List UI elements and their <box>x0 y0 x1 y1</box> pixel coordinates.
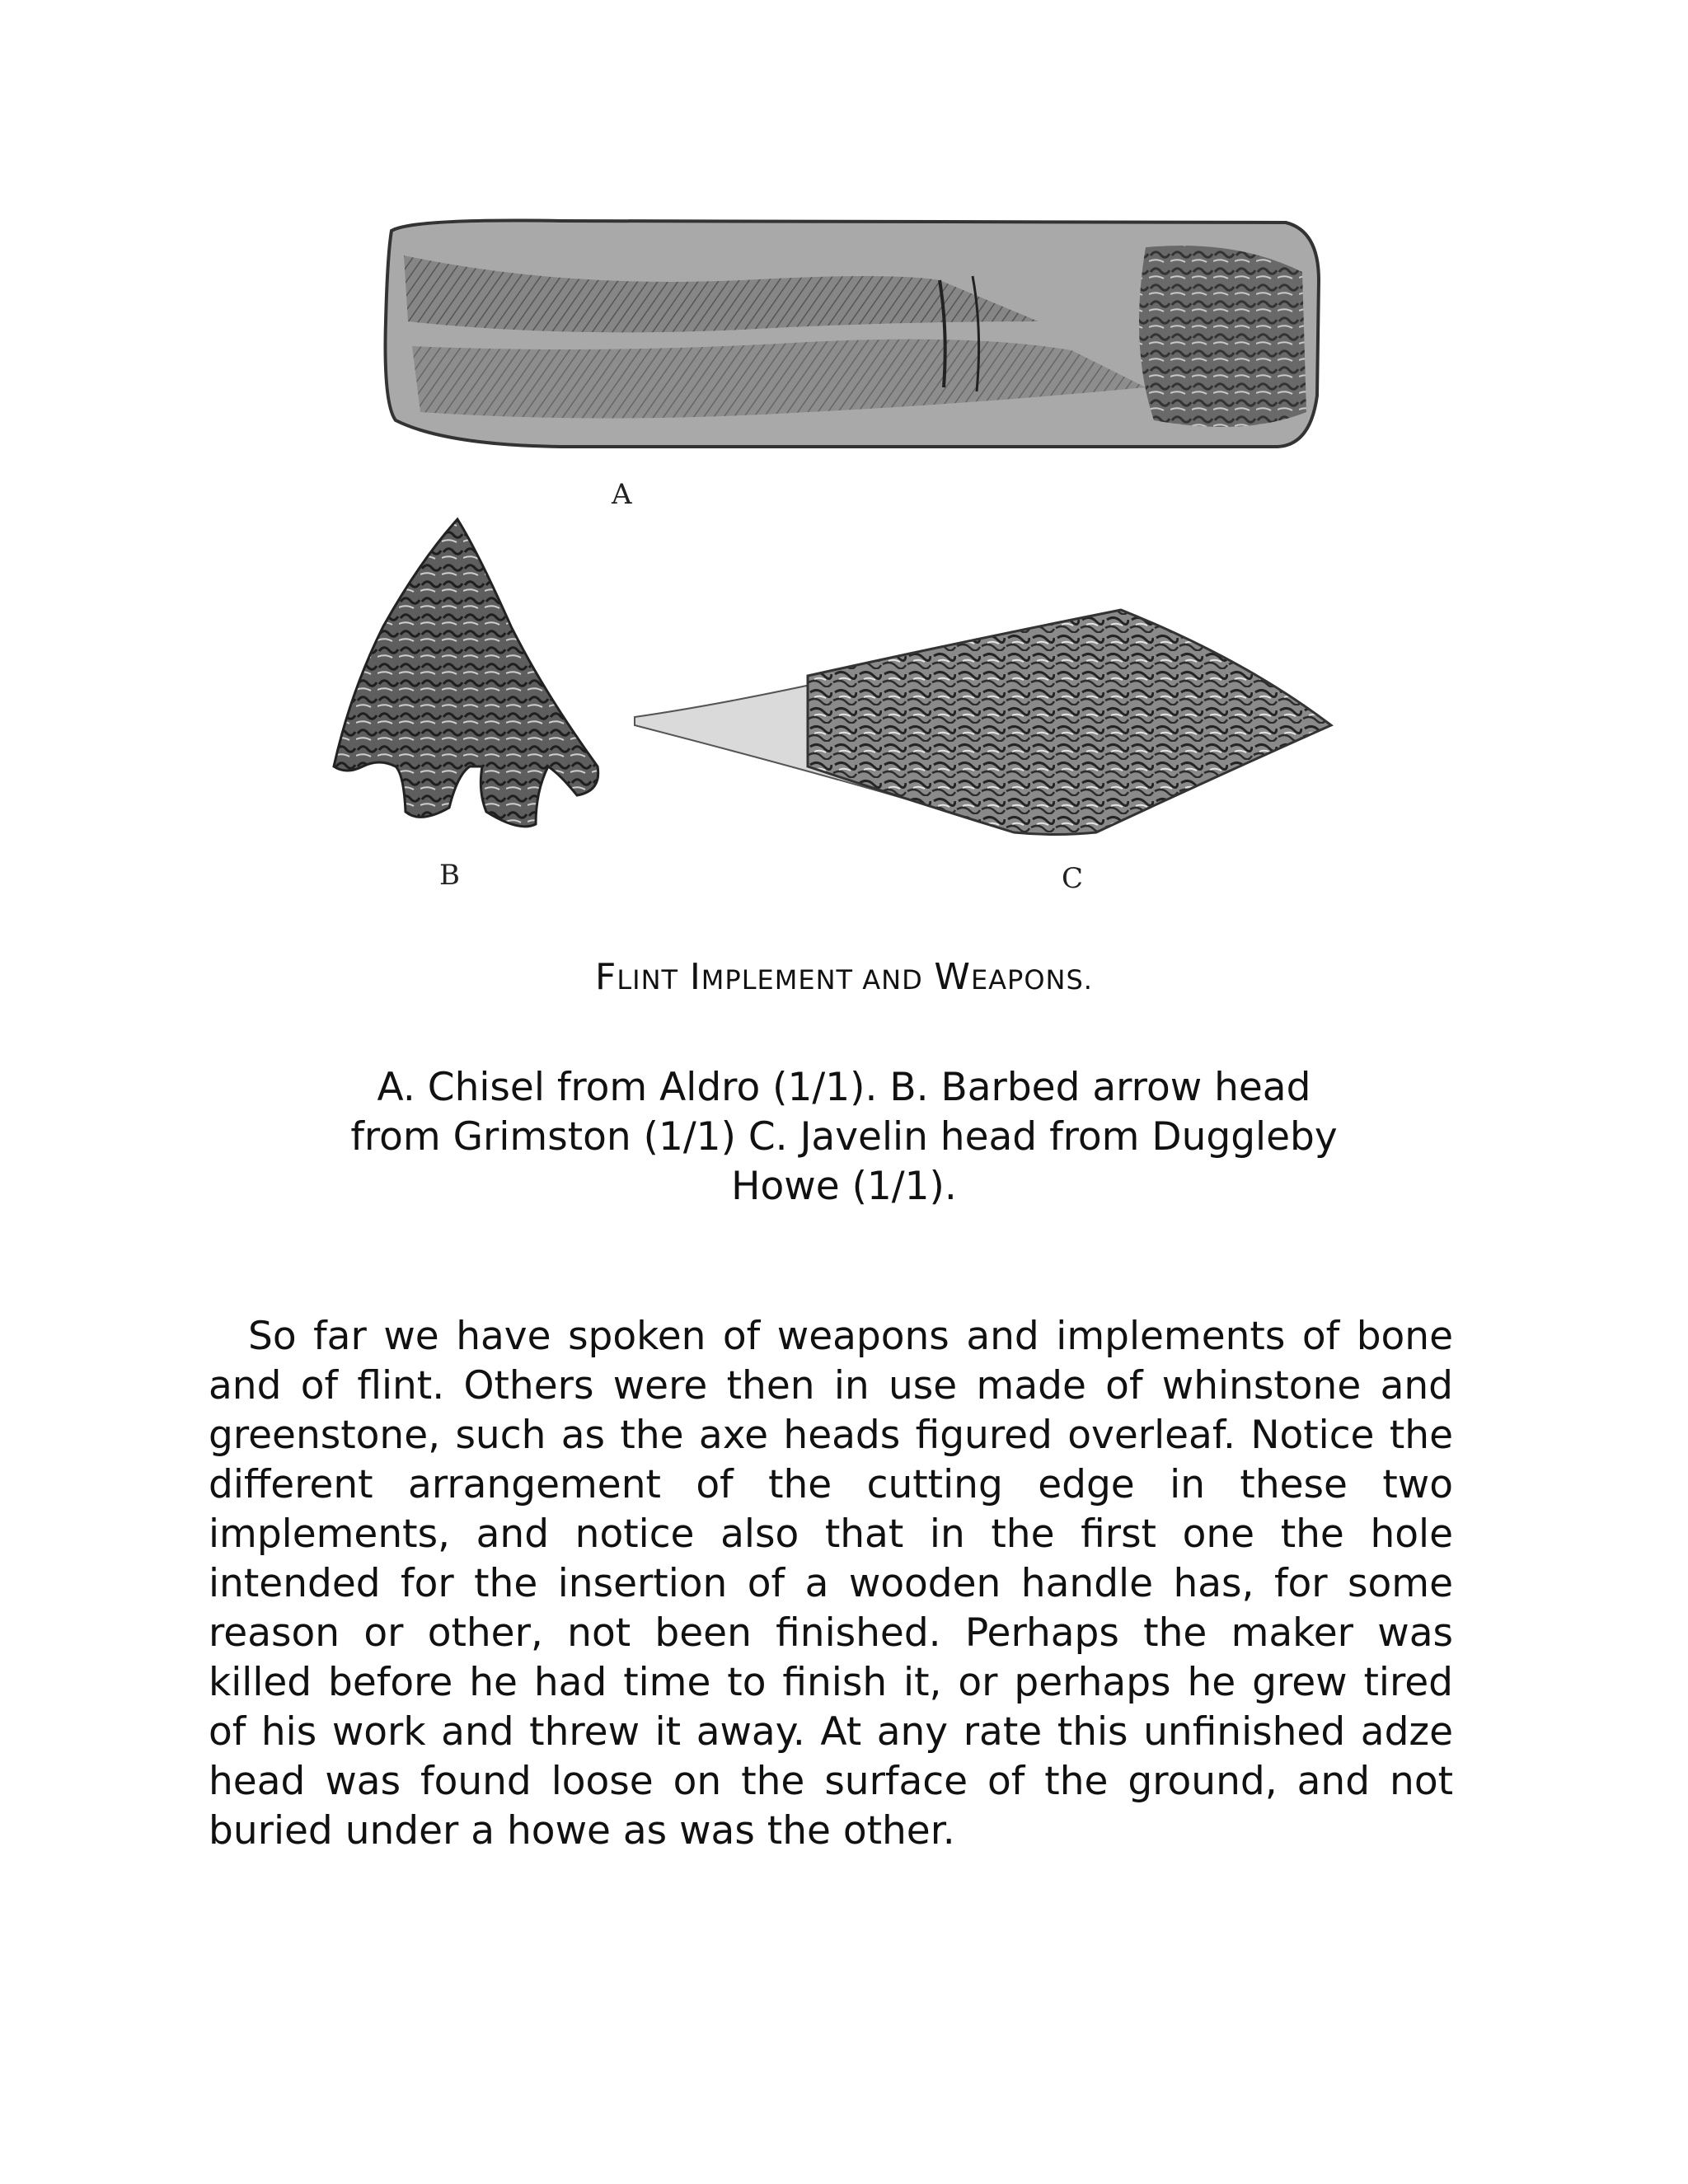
caption-subtitle: A. Chisel from Aldro (1/1). B. Barbed arrow head from Grimston (1/1) C. Javelin head from Duggleby Howe (1/1). <box>350 1065 1338 1209</box>
caption-title-flint-initial: F <box>595 956 617 998</box>
arrowhead-drawing <box>334 519 598 827</box>
javelin-head-drawing <box>635 610 1331 835</box>
body-paragraph: So far we have spoken of weapons and implements of bone and of flint. Others were then in use made of whinstone and greenstone, such as the axe heads figured overleaf. Notice the different arrangement of the cutting edge in these two implements, and notice also that in the first one the hole intended for the insertion of a wooden handle has, for some reason or other, not been finished. Perhaps the maker was killed before he had time to finish it, or perhaps he grew tired of his work and threw it away. At any rate this unfinished adze head was found loose on the surface of the ground, and not buried under a howe as was the other. <box>209 1314 1453 1854</box>
figure-label-c: C <box>1062 862 1084 895</box>
flint-implements-illustration <box>313 198 1385 923</box>
caption-title-weapons-rest: EAPONS. <box>970 964 1093 996</box>
caption-title-implement-rest: MPLEMENT AND <box>701 964 923 996</box>
flint-engraving <box>313 198 1385 923</box>
caption-title-flint-rest: LINT <box>617 964 679 996</box>
caption-title-implement-initial: I <box>689 956 701 998</box>
chisel-drawing <box>386 221 1320 448</box>
figure-label-b: B <box>439 859 460 892</box>
figure-label-a: A <box>612 478 632 511</box>
caption-title-weapons-initial: W <box>934 956 971 998</box>
caption-title <box>0 956 1688 998</box>
